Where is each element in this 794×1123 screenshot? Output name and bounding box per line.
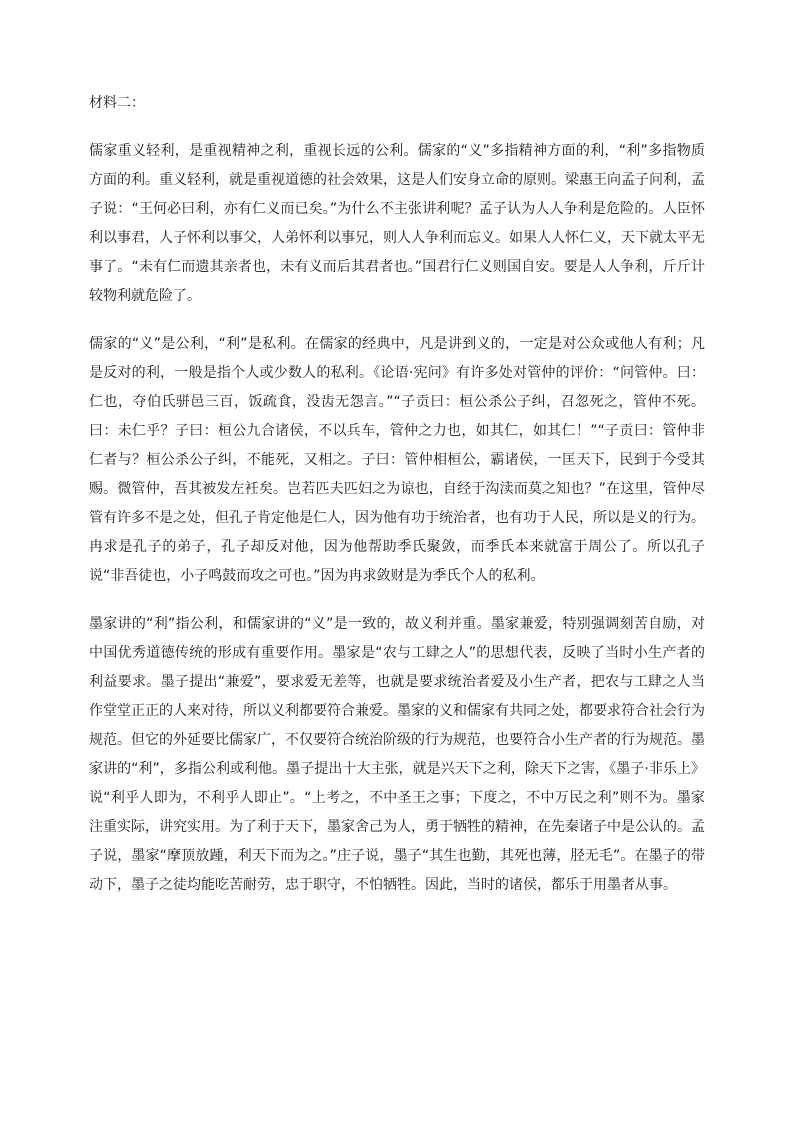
paragraph-mohist-benefit: 墨家讲的“利”指公利，和儒家讲的“义”是一致的，故义利并重。墨家兼爱，特别强调刻苦自励，对中国优秀道德传统的形成有重要作用。墨家是“农与工肆之人”的思想代表，反映了当时小生产者的利益要求。墨子提出“兼爱”，要求爱无差等，也就是要求统治者爱及小生产者，把农与工肆之人当作堂堂正正的人来对待，所以义利都要符合兼爱。墨家的义和儒家有共同之处，都要求符合社会行为规范。但它的外延要比儒家广，不仅要符合统治阶级的行为规范，也要符合小生产者的行为规范。墨家讲的“利”，多指公利或利他。墨子提出十大主张，就是兴天下之利，除天下之害，《墨子·非乐上》说“利乎人即为，不利乎人即止”。“上考之，不中圣王之事；下度之，不中万民之利”则不为。墨家注重实际，讲究实用。为了利于天下，墨家舍己为人，勇于牺牲的精神，在先秦诸子中是公认的。孟子说，墨家“摩顶放踵，利天下而为之。”庄子说，墨子“其生也勤，其死也薄，胫无毛”。在墨子的带动下，墨子之徒均能吃苦耐劳，忠于职守，不怕牺牲。因此，当时的诸侯，都乐于用墨者从事。: [89, 616, 705, 893]
document-page: [89, 90, 705, 900]
section-heading: 材料二：: [89, 95, 145, 111]
paragraph-confucian-righteousness: 儒家重义轻利，是重视精神之利，重视长远的公利。儒家的“义”多指精神方面的利，“利”多指物质方面的利。重义轻利，就是重视道德的社会效果，这是人们安身立命的原则。梁惠王向孟子问利，孟子说：“王何必曰利，亦有仁义而已矣。”为什么不主张讲利呢？孟子认为人人争利是危险的。人臣怀利以事君，人子怀利以事父，人弟怀利以事兄，则人人争利而忘义。如果人人怀仁义，天下就太平无事了。“未有仁而遗其亲者也，未有义而后其君者也。”国君行仁义则国自安。要是人人争利，斤斤计较物利就危险了。: [89, 143, 705, 304]
paragraph-confucian-public-benefit: 儒家的“义”是公利，“利”是私利。在儒家的经典中，凡是讲到义的，一定是对公众或他人有利；凡是反对的利，一般是指个人或少数人的私利。《论语·宪问》有许多处对管仲的评价：“问管仲。曰：仁也，夺伯氏骈邑三百，饭疏食，没齿无怨言。”“子贡曰：桓公杀公子纠，召忽死之，管仲不死。曰：未仁乎？子曰：桓公九合诸侯，不以兵车，管仲之力也，如其仁，如其仁！”“子贡曰：管仲非仁者与？桓公杀公子纠，不能死，又相之。子曰：管仲相桓公，霸诸侯，一匡天下，民到于今受其赐。微管仲，吾其被发左衽矣。岂若匹夫匹妇之为谅也，自经于沟渎而莫之知也？”在这里，管仲尽管有许多不是之处，但孔子肯定他是仁人，因为他有功于统治者，也有功于人民，所以是义的行为。冉求是孔子的弟子，孔子却反对他，因为他帮助季氏聚敛，而季氏本来就富于周公了。所以孔子说“非吾徒也，小子鸣鼓而攻之可也。”因为冉求敛财是为季氏个人的私利。: [89, 336, 705, 584]
